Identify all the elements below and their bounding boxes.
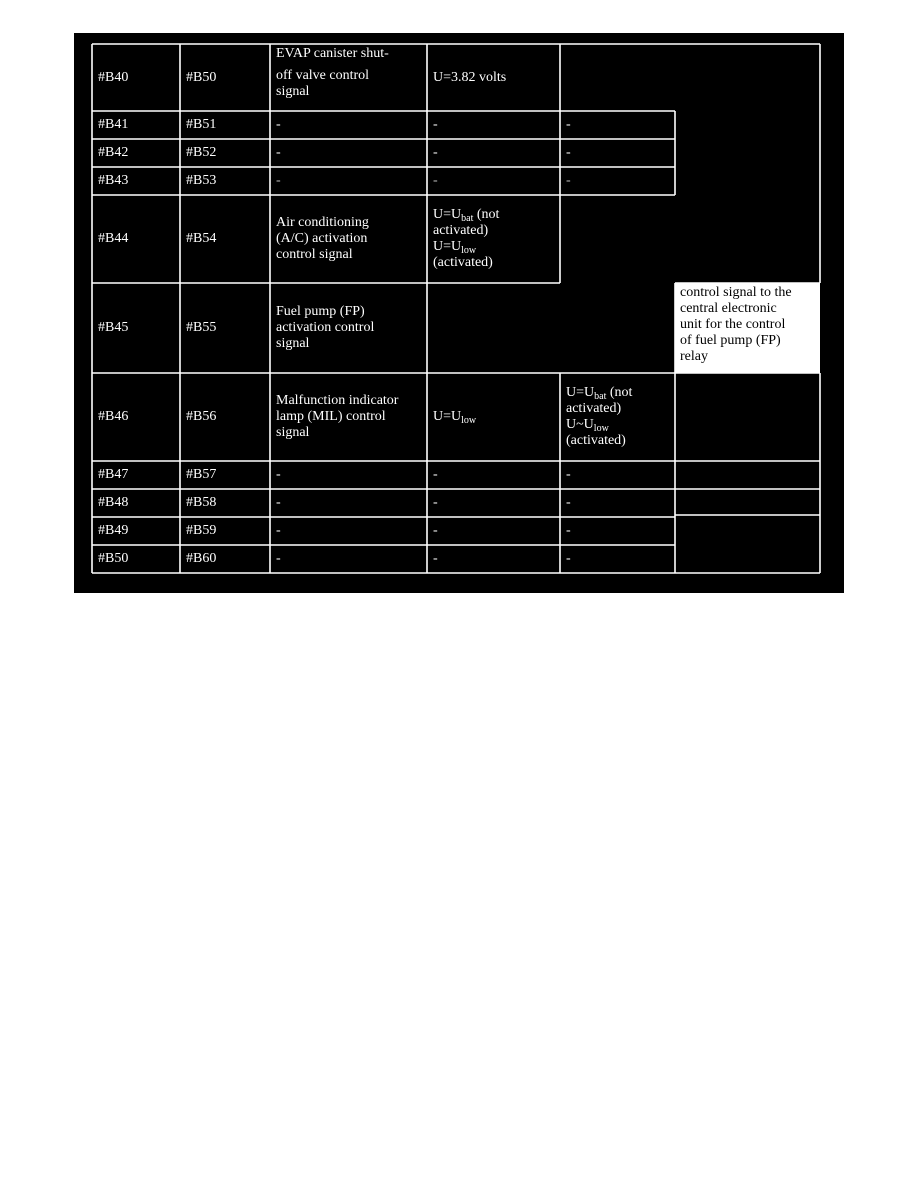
value-cell: $U=U_{bat}$ (not activated) $U\sim U_{low}$ (activated) [566,385,633,448]
description-cell: Malfunction indicator lamp (MIL) control signal [276,393,399,440]
value-cell: - [566,117,571,132]
pin-b-cell: #B56 [186,409,217,424]
value-cell: - [433,523,438,538]
pin-b-cell: #B60 [186,551,217,566]
value-cell: - [566,523,571,538]
value-cell: - [433,173,438,188]
pin-b-cell: #B53 [186,173,217,188]
value-cell: - [566,467,571,482]
description-cell: - [276,551,281,566]
value-cell: - [433,467,438,482]
scanned-table-image [74,33,844,593]
description-cell: - [276,173,281,188]
pin-a-cell: #B40 [98,69,129,85]
pin-b-cell: #B54 [186,231,217,246]
description-cell: - [276,495,281,510]
pin-b-cell: #B58 [186,495,217,510]
value-cell: $U=U_{bat}$ (not activated) $U=U_{low}$ (activated) [433,207,500,270]
value-cell: - [433,117,438,132]
description-cell: - [276,523,281,538]
pin-a-cell: #B41 [98,117,129,132]
value-cell: - [566,551,571,566]
pin-a-cell: #B46 [98,409,129,424]
pin-b-cell: #B50 [186,69,217,85]
pin-b-cell: #B59 [186,523,217,538]
description-cell: - [276,467,281,482]
pin-b-cell: #B55 [186,320,217,335]
description-cell: Air conditioning (A/C) activation control signal [276,215,369,262]
pin-a-cell: #B49 [98,523,129,538]
description-cell: - [276,145,281,160]
description-cell: Fuel pump (FP) activation control signal [276,304,375,351]
value-cell: - [433,145,438,160]
pin-a-cell: #B45 [98,320,129,335]
description-cell: - [276,117,281,132]
pin-a-cell: #B50 [98,551,129,566]
pin-a-cell: #B47 [98,467,129,482]
value-cell: $U=U_{low}$ [433,409,477,426]
value-cell: U=3.82 volts [433,69,507,85]
value-cell: - [566,173,571,188]
pin-a-cell: #B42 [98,145,129,160]
value-cell: - [433,551,438,566]
pin-b-cell: #B52 [186,145,217,160]
value-cell: - [433,495,438,510]
value-cell: - [566,145,571,160]
pin-b-cell: #B51 [186,117,217,132]
pin-a-cell: #B48 [98,495,129,510]
pin-a-cell: #B43 [98,173,129,188]
pin-a-cell: #B44 [98,231,129,246]
pin-b-cell: #B57 [186,467,217,482]
note-cell: control signal to the central electronic unit for the control of fuel pump (FP) relay [675,283,820,373]
description-cell: EVAP canister shut- off valve control signal [276,46,389,99]
value-cell: - [566,495,571,510]
